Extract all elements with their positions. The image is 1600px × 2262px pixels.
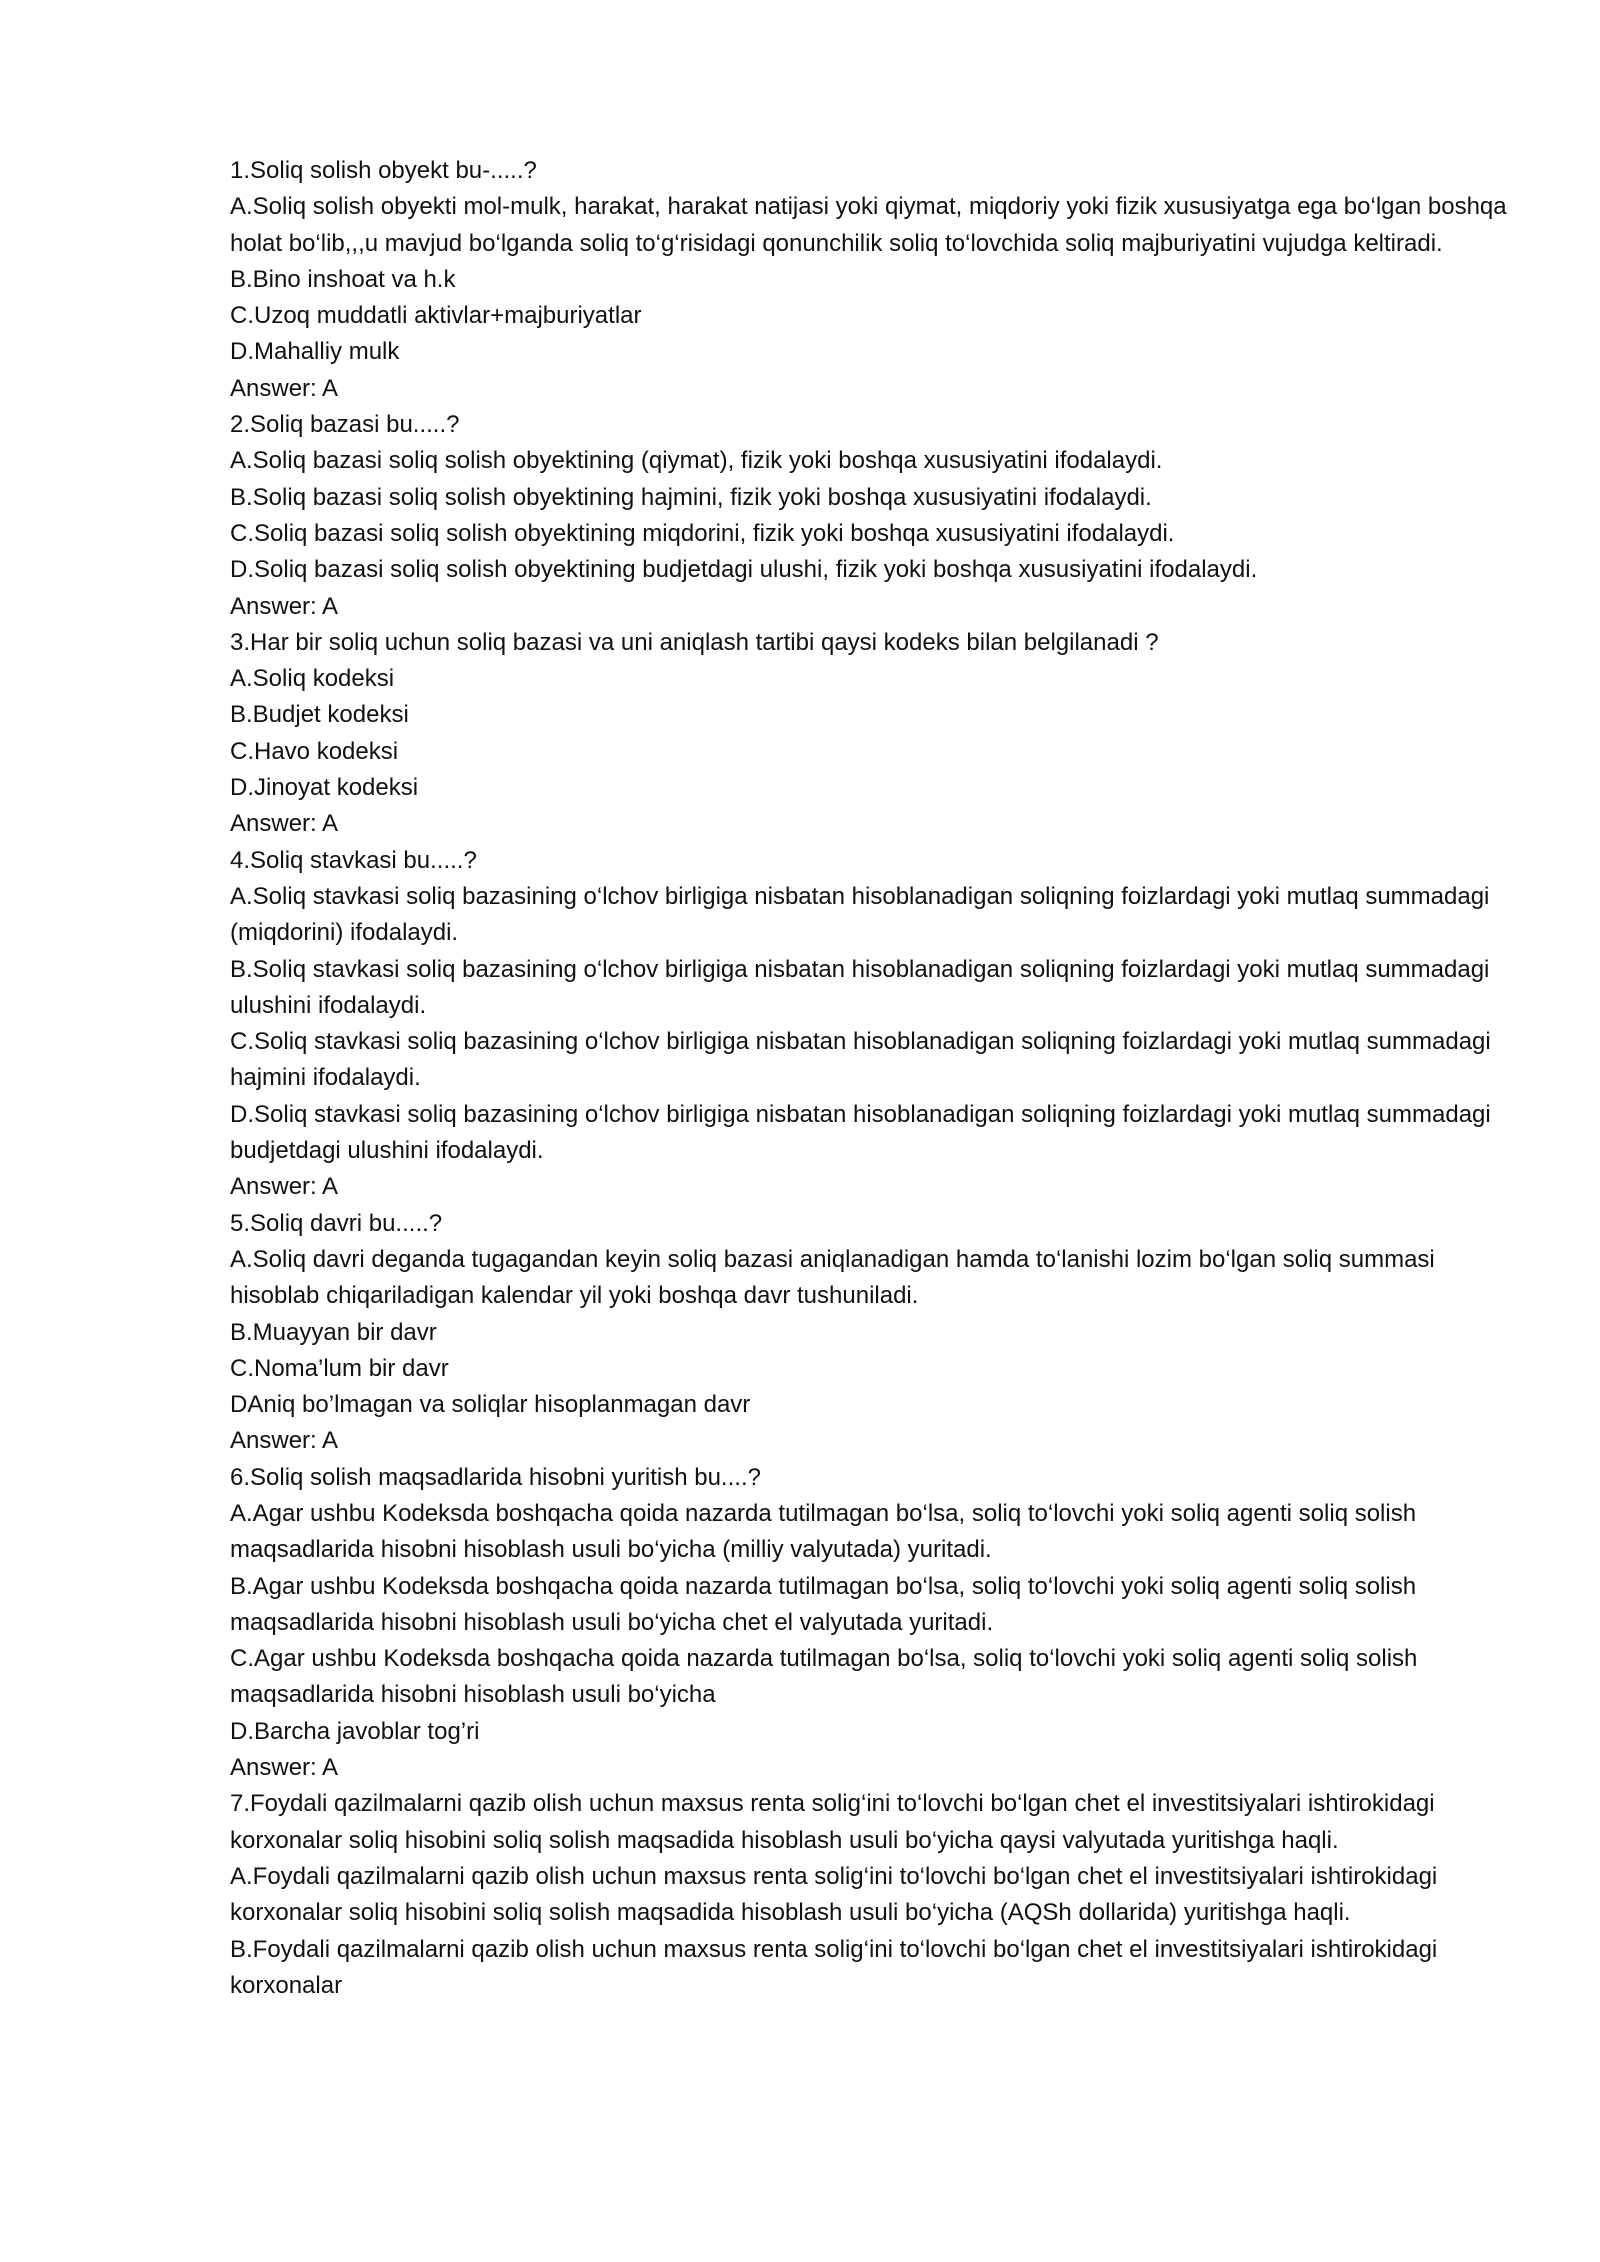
option-d: D.Soliq stavkasi soliq bazasining o‘lchov birligiga nisbatan hisoblanadigan soliqning foizlardagi yoki mutlaq summadagi budjetdagi ulushini ifodalaydi. [230,1100,1491,1165]
option-c: C.Agar ushbu Kodeksda boshqacha qoida nazarda tutilmagan bo‘lsa, soliq to‘lovchi yoki soliq agenti soliq solish maqsadlarida hisobni hisoblash usuli bo‘yicha [230,1645,1418,1709]
document-body [230,153,1530,2004]
option-c: C.Soliq stavkasi soliq bazasining o‘lchov birligiga nisbatan hisoblanadigan soliqning foizlardagi yoki mutlaq summadagi hajmini ifodalaydi. [230,1028,1491,1092]
option-b: B.Soliq stavkasi soliq bazasining o‘lchov birligiga nisbatan hisoblanadigan soliqning foizlardagi yoki mutlaq summadagi ulushini ifodalaydi. [230,955,1490,1019]
answer-1: Answer: A [230,374,339,402]
question-6: 6.Soliq solish maqsadlarida hisobni yuritish bu....? [230,1463,761,1491]
question-2: 2.Soliq bazasi bu.....? [230,411,460,439]
option-b: B.Budjet kodeksi [230,701,409,729]
answer-3: Answer: A [230,810,339,838]
answer-6: Answer: A [230,1754,339,1782]
option-b: B.Foydali qazilmalarni qazib olish uchun maxsus renta solig‘ini to‘lovchi bo‘lgan chet el investitsiyalari ishtirokidagi korxonalar [230,1935,1438,1999]
option-b: B.Soliq bazasi soliq solish obyektining hajmini, fizik yoki boshqa xususiyatini ifodalaydi. [230,483,1152,511]
option-b: B.Agar ushbu Kodeksda boshqacha qoida nazarda tutilmagan bo‘lsa, soliq to‘lovchi yoki soliq agenti soliq solish maqsadlarida hisobni hisoblash usuli bo‘yicha chet el valyutada yuritadi. [230,1572,1417,1636]
question-7: 7.Foydali qazilmalarni qazib olish uchun maxsus renta solig‘ini to‘lovchi bo‘lgan chet el investitsiyalari ishtirokidagi korxonalar soliq hisobini soliq solish maqsadida hisoblash usuli bo‘yicha qaysi valyutada yuritishga haqli. [230,1790,1435,1854]
option-d: D.Mahalliy mulk [230,338,400,366]
question-1: 1.Soliq solish obyekt bu-.....? [230,157,537,184]
option-a: A.Agar ushbu Kodeksda boshqacha qoida nazarda tutilmagan bo‘lsa, soliq to‘lovchi yoki soliq agenti soliq solish maqsadlarida hisobni hisoblash usuli bo‘yicha (milliy valyutada) yuritadi. [230,1499,1417,1564]
option-b: B.Bino inshoat va h.k [230,265,456,293]
option-a: A.Foydali qazilmalarni qazib olish uchun maxsus renta solig‘ini to‘lovchi bo‘lgan chet el investitsiyalari ishtirokidagi korxonalar soliq hisobini soliq solish maqsadida hisoblash usuli bo‘yicha (AQSh dollarida) yuritishga haqli. [230,1862,1438,1927]
option-c: C.Soliq bazasi soliq solish obyektining miqdorini, fizik yoki boshqa xususiyatini ifodalaydi. [230,519,1175,547]
option-a: A.Soliq solish obyekti mol-mulk, harakat, harakat natijasi yoki qiymat, miqdoriy yoki fizik xususiyatga ega bo‘lgan boshqa holat bo‘lib,,,u mavjud bo‘lganda soliq to‘g‘risidagi qonunchilik soliq to‘lovchida soliq majburiyatini vujudga keltiradi. [230,193,1507,257]
option-d: DAniq bo’lmagan va soliqlar hisoplanmagan davr [230,1391,751,1419]
option-a: A.Soliq stavkasi soliq bazasining o‘lchov birligiga nisbatan hisoblanadigan soliqning foizlardagi yoki mutlaq summadagi (miqdorini) ifodalaydi. [230,882,1490,947]
option-d: D.Soliq bazasi soliq solish obyektining budjetdagi ulushi, fizik yoki boshqa xususiyatini ifodalaydi. [230,556,1258,584]
answer-5: Answer: A [230,1427,339,1455]
answer-4: Answer: A [230,1173,339,1201]
option-a: A.Soliq bazasi soliq solish obyektining (qiymat), fizik yoki boshqa xususiyatini ifodalaydi. [230,447,1163,475]
question-3: 3.Har bir soliq uchun soliq bazasi va uni aniqlash tartibi qaysi kodeks bilan belgilanadi ? [230,628,1159,656]
option-b: B.Muayyan bir davr [230,1318,437,1346]
option-c: C.Havo kodeksi [230,737,399,765]
option-c: C.Uzoq muddatli aktivlar+majburiyatlar [230,302,642,330]
option-d: D.Jinoyat kodeksi [230,774,419,802]
option-a: A.Soliq kodeksi [230,665,395,693]
answer-2: Answer: A [230,592,339,620]
question-5: 5.Soliq davri bu.....? [230,1209,443,1237]
option-a: A.Soliq davri deganda tugagandan keyin soliq bazasi aniqlanadigan hamda to‘lanishi lozim bo‘lgan soliq summasi hisoblab chiqariladigan kalendar yil yoki boshqa davr tushuniladi. [230,1245,1435,1310]
question-4: 4.Soliq stavkasi bu.....? [230,846,477,874]
option-d: D.Barcha javoblar tog’ri [230,1717,480,1745]
option-c: C.Noma’lum bir davr [230,1354,449,1382]
